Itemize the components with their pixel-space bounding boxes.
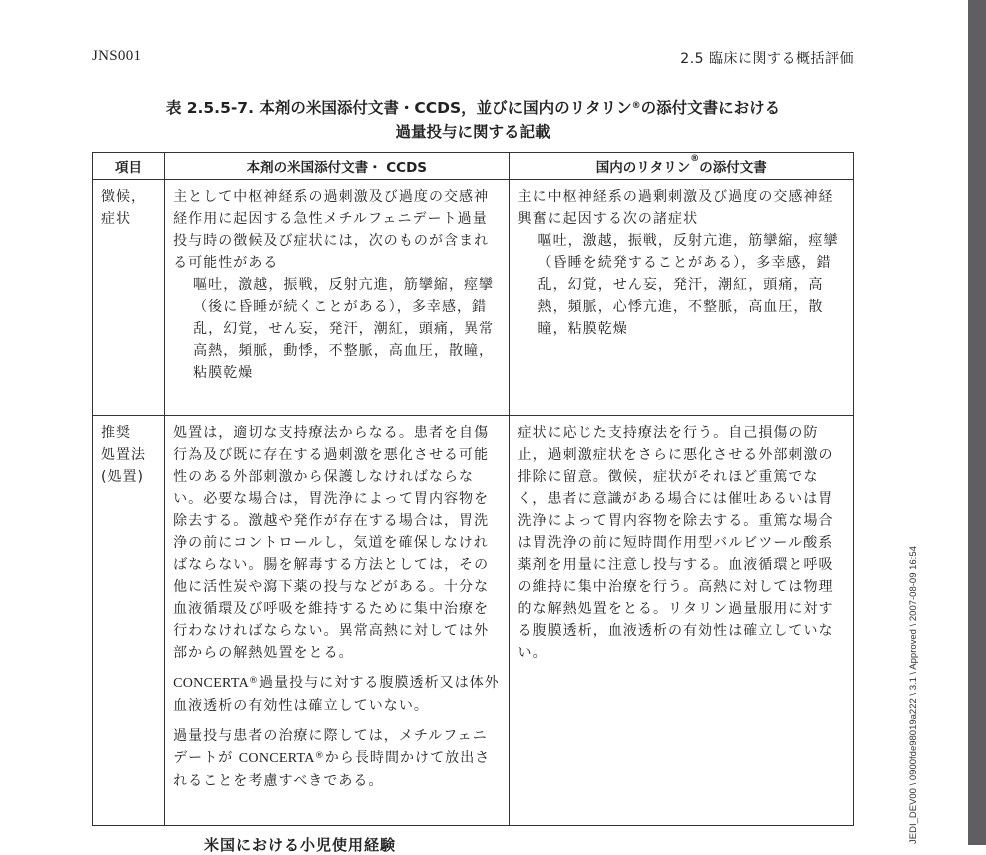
us-treatment-para3: 過量投与患者の治療に際しては，メチルフェニデートが CONCERTA®から長時間かけて放出されることを考慮すべきである。 <box>173 728 491 789</box>
overdose-comparison-table <box>92 152 854 826</box>
row-label-treatment: 推奨 処置法 (処置) <box>93 416 165 826</box>
header-jp-label: 国内のリタリン®の添付文書 <box>509 153 853 180</box>
next-section-heading-partial: 米国における小児使用経験 <box>204 836 397 854</box>
us-treatment-para1: 処置は，適切な支持療法からなる。患者を自傷行為及び既に存在する過刺激を悪化させる可能性のある外部刺激から保護しなければならない。必要な場合は，胃洗浄によって胃内容物を除去する。激越や発作が存在する場合は，胃洗浄の前にコントロールし，気道を確保しなければならない。腸を解毒する方法としては，その他に活性炭や瀉下薬の投与などがある。十分な血液循環及び呼吸を維持するために集中治療を行わなければならない。異常高熱に対しては外部からの解熱処置をとる。 <box>173 425 490 661</box>
row-label-symptoms: 徴候， 症状 <box>93 180 165 416</box>
table-title-line1: 表 2.5.5-7. 本剤の米国添付文書・CCDS，並びに国内のリタリン®の添付文書における <box>165 99 781 117</box>
header-item: 項目 <box>93 153 165 180</box>
section-heading: 2.5 臨床に関する概括評価 <box>680 51 854 67</box>
us-symptoms-intro: 主として中枢神経系の過刺激及び過度の交感神経作用に起因する急性メチルフェニデート過量投与時の徴候及び症状には，次のものが含まれる可能性がある <box>173 189 490 271</box>
viewer-scrollbar-strip[interactable] <box>968 0 986 845</box>
jp-symptoms-cell <box>509 180 853 416</box>
us-treatment-para2: CONCERTA®過量投与に対する腹膜透析又は体外血液透析の有効性は確立していない。 <box>173 675 500 714</box>
jp-treatment-cell <box>509 416 853 826</box>
us-symptoms-list: 嘔吐，激越，振戦，反射亢進，筋攣縮，痙攣（後に昏睡が続くことがある），多幸感，錯乱，幻覚，せん妄，発汗，潮紅，頭痛，異常高熱，頻脈，動悸，不整脈，高血圧，散瞳，粘膜乾燥 <box>193 277 495 381</box>
us-symptoms-cell <box>165 180 509 416</box>
header-us-label: 本剤の米国添付文書・ CCDS <box>165 153 509 180</box>
table-title <box>92 96 854 144</box>
table-header-row <box>93 153 854 180</box>
document-id: JNS001 <box>92 48 142 64</box>
jp-treatment-text: 症状に応じた支持療法を行う。自己損傷の防止，過刺激症状をさらに悪化させる外部刺激の排除に留意。徴候，症状がそれほど重篤でなく，患者に意識がある場合には催吐あるいは胃洗浄によって胃内容物を除去する。重篤な場合は胃洗浄の前に短時間作用型バルビツール酸系薬剤を用量に注意し投与する。血液循環と呼吸の維持に集中治療を行う。高熱に対しては物理的な解熱処置をとる。リタリン過量服用に対する腹膜透析，血液透析の有効性は確立していない。 <box>517 425 834 661</box>
approval-stamp: JEDI_DEV00 \ 0900fde98019a222 \ 3.1 \ Approved \ 2007-08-09 16:54 <box>908 546 919 844</box>
jp-symptoms-list: 嘔吐，激越，振戦，反射亢進，筋攣縮，痙攣（昏睡を続発することがある），多幸感，錯乱，幻覚，せん妄，発汗，潮紅，頭痛，高熱，頻脈，心悸亢進，不整脈，高血圧，散瞳，粘膜乾燥 <box>537 233 839 337</box>
jp-symptoms-intro: 主に中枢神経系の過剰刺激及び過度の交感神経興奮に起因する次の諸症状 <box>517 189 834 227</box>
table-row-treatment <box>93 416 854 826</box>
us-treatment-cell <box>165 416 509 826</box>
table-row-symptoms <box>93 180 854 416</box>
table-title-line2: 過量投与に関する記載 <box>395 123 551 141</box>
